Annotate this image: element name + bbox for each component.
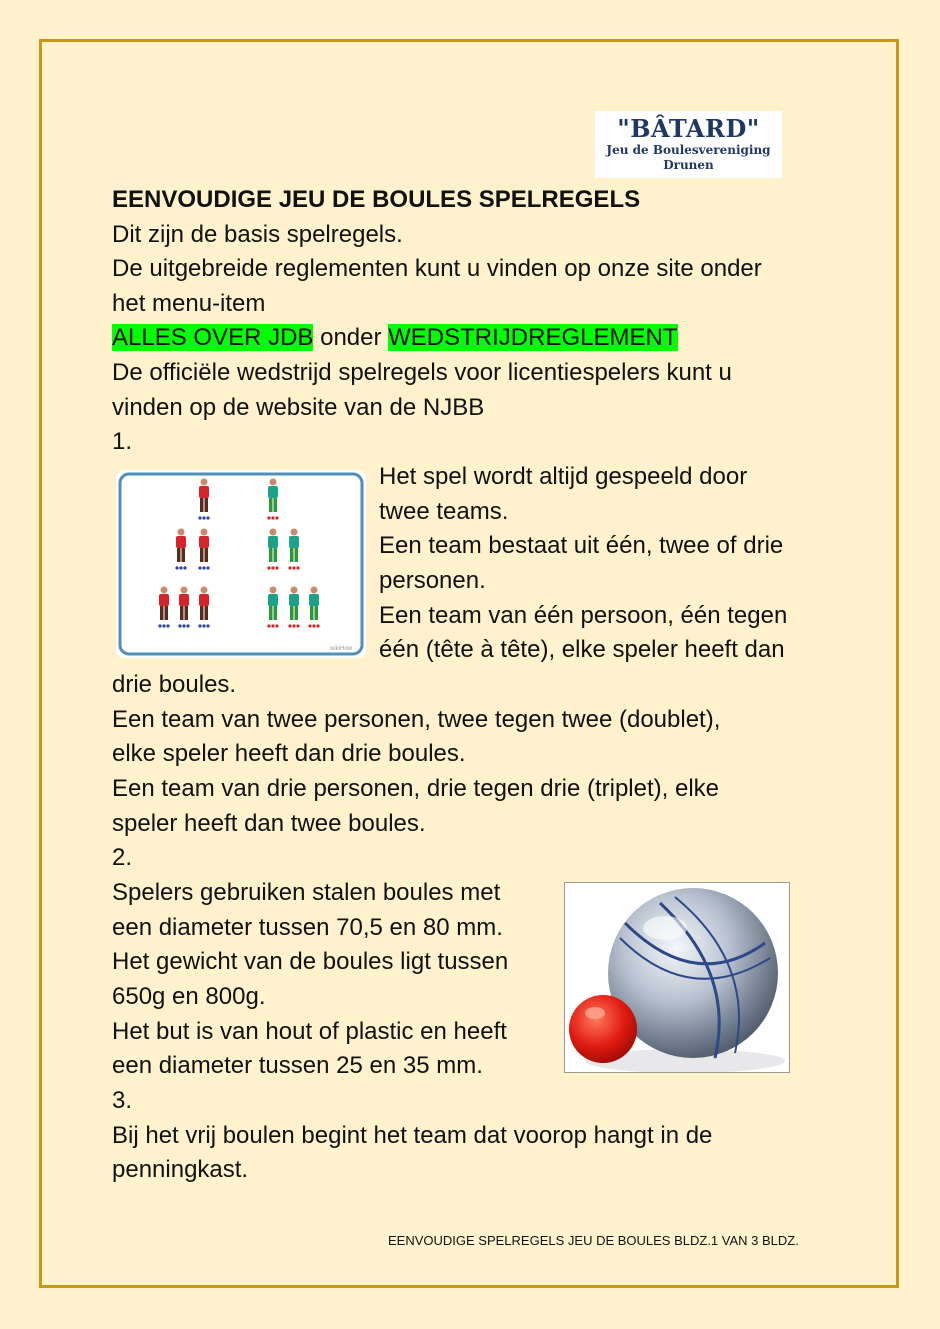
- section-1-text: drie boules.: [112, 671, 237, 698]
- section-2-text: Het gewicht van de boules ligt tussen: [112, 948, 509, 975]
- section-3-text: penningkast.: [112, 1156, 249, 1183]
- logo-subtitle: Jeu de Boulesvereniging: [606, 143, 771, 157]
- intro-line: Dit zijn de basis spelregels.: [112, 221, 403, 248]
- page-title: EENVOUDIGE JEU DE BOULES SPELREGELS: [112, 186, 641, 213]
- logo-name: "BÂTARD": [617, 114, 760, 143]
- club-logo: [595, 111, 782, 178]
- boule-photo: [564, 882, 790, 1073]
- section-2-text: Het but is van hout of plastic en heeft: [112, 1018, 507, 1045]
- section-2-number: 2.: [112, 844, 133, 871]
- section-3-number: 3.: [112, 1087, 133, 1114]
- section-2-text: Spelers gebruiken stalen boules met: [112, 879, 501, 906]
- section-2-text: 650g en 800g.: [112, 983, 266, 1010]
- teams-svg: [116, 470, 366, 658]
- teams-illustration: [116, 470, 366, 658]
- section-1-text: Een team van drie personen, drie tegen drie (triplet), elke: [112, 775, 719, 802]
- section-1-text: speler heeft dan twee boules.: [112, 810, 426, 837]
- section-1-text: Een team bestaat uit één, twee of drie: [379, 532, 784, 559]
- intro-line: De officiële wedstrijd spelregels voor licentiespelers kunt u: [112, 359, 732, 386]
- intro-line: het menu-item: [112, 290, 266, 317]
- section-1-text: twee teams.: [379, 498, 509, 525]
- menu-connector: onder: [313, 324, 389, 351]
- section-1-text: personen.: [379, 567, 486, 594]
- section-1-text: één (tête à tête), elke speler heeft dan: [379, 636, 785, 663]
- page-footer: EENVOUDIGE SPELREGELS JEU DE BOULES BLDZ.1 VAN 3 BLDZ.: [388, 1233, 799, 1248]
- section-1-text: Een team van twee personen, twee tegen twee (doublet),: [112, 706, 721, 733]
- boule-svg: [565, 883, 790, 1073]
- menu-item-alles-over-jdb: ALLES OVER JDB: [112, 324, 314, 351]
- section-1-text: elke speler heeft dan drie boules.: [112, 740, 466, 767]
- section-3-text: Bij het vrij boulen begint het team dat voorop hangt in de: [112, 1122, 713, 1149]
- logo-city: Drunen: [663, 158, 714, 172]
- section-1-text: Het spel wordt altijd gespeeld door: [379, 463, 748, 490]
- section-2-text: een diameter tussen 70,5 en 80 mm.: [112, 914, 503, 941]
- image-watermark: wikiHow: [330, 646, 353, 652]
- menu-item-wedstrijdreglement: WEDSTRIJDREGLEMENT: [388, 324, 678, 351]
- intro-line: De uitgebreide reglementen kunt u vinden op onze site onder: [112, 255, 762, 282]
- menu-path: [112, 321, 678, 355]
- intro-line: vinden op de website van de NJBB: [112, 394, 485, 421]
- section-2-text: een diameter tussen 25 en 35 mm.: [112, 1052, 483, 1079]
- section-1-text: Een team van één persoon, één tegen: [379, 602, 788, 629]
- section-1-number: 1.: [112, 428, 133, 455]
